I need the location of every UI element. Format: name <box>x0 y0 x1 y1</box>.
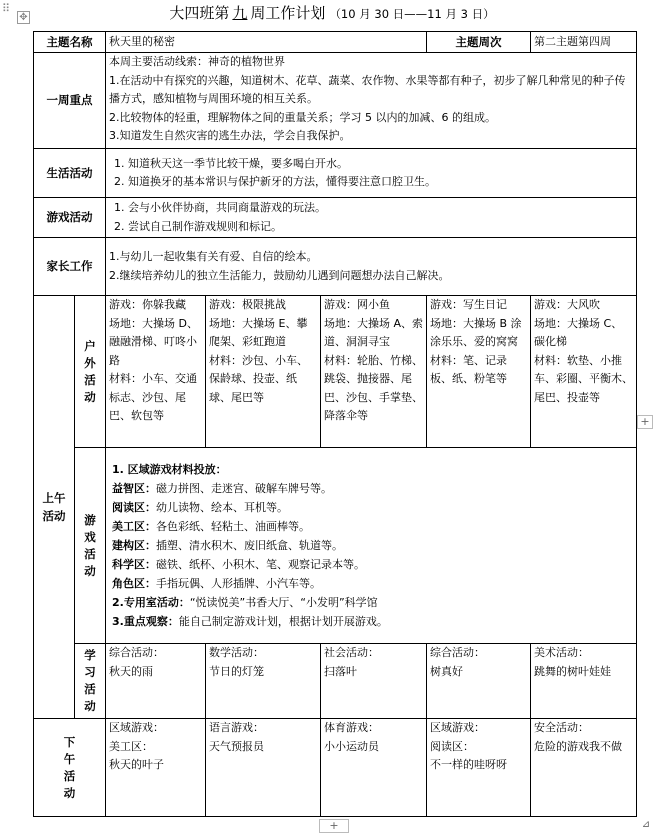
outdoor-row <box>34 296 637 448</box>
study-cell[interactable]: 美术活动： 跳舞的树叶娃娃 <box>531 644 637 719</box>
area-text: 磁力拼图、走迷宫、破解车牌号等。 <box>156 482 332 495</box>
afternoon-label-text: 下午活动 <box>63 734 76 800</box>
study-label-text: 学习活动 <box>84 648 96 713</box>
life-line: 1. 知道秋天这一季节比较干燥，要多喝白开水。 <box>114 156 348 170</box>
afternoon-cell[interactable]: 体育游戏： 小小运动员 <box>321 719 427 817</box>
afternoon-row <box>34 719 637 817</box>
area-name: 建构区： <box>112 539 156 552</box>
outdoor-label-text: 户外活动 <box>84 338 96 404</box>
add-column-icon[interactable]: + <box>637 415 653 429</box>
focus-line: 1.在活动中有探究的兴趣，知道树木、花草、蔬菜、农作物、水果等都有种子，初步了解几种常见的种子传播方式，感知植物与周围环境的相互关系。 <box>109 73 626 105</box>
morning-label <box>34 296 75 719</box>
life-label: 生活活动 <box>34 149 106 198</box>
area-text: 各色彩纸、轻粘土、油画棒等。 <box>156 520 310 533</box>
drag-dots-icon[interactable]: ⠿ <box>2 2 11 15</box>
play-label <box>75 448 106 644</box>
add-row-icon[interactable]: + <box>319 819 349 833</box>
focus-label: 一周重点 <box>34 53 106 149</box>
area-name: 角色区： <box>112 577 156 590</box>
outdoor-cell[interactable]: 游戏：写生日记 场地：大操场 B 涂涂乐乐、爱的窝窝 材料：笔、记录板、纸、粉笔等 <box>427 296 531 448</box>
weekly-plan-table <box>33 31 637 817</box>
title-suffix: 周工作计划 <box>250 4 326 22</box>
area-text: 磁铁、纸杯、小积木、笔、观察记录本等。 <box>156 558 365 571</box>
study-cell[interactable]: 综合活动： 秋天的雨 <box>106 644 206 719</box>
area-text: 幼儿读物、绘本、耳机等。 <box>156 501 288 514</box>
game-content[interactable] <box>106 198 637 238</box>
study-cell[interactable]: 数学活动： 节日的灯笼 <box>206 644 321 719</box>
life-row <box>34 149 637 198</box>
life-content[interactable] <box>106 149 637 198</box>
resize-handle-icon[interactable]: ⊿ <box>641 819 651 830</box>
focus-line: 2.比较物体的轻重，理解物体之间的重量关系；学习 5 以内的加减、6 的组成。 <box>109 110 496 124</box>
play-heading: 1. 区域游戏材料投放： <box>112 463 227 476</box>
observe-label: 3.重点观察： <box>112 615 179 628</box>
parent-row <box>34 238 637 296</box>
afternoon-label <box>34 719 106 817</box>
theme-value[interactable]: 秋天里的秘密 <box>106 32 427 53</box>
outdoor-label <box>75 296 106 448</box>
study-cell[interactable]: 综合活动： 树真好 <box>427 644 531 719</box>
afternoon-cell[interactable]: 安全活动： 危险的游戏我不做 <box>531 719 637 817</box>
morning-label-text: 上午活动 <box>42 490 66 523</box>
area-name: 科学区： <box>112 558 156 571</box>
focus-content[interactable] <box>106 53 637 149</box>
game-line: 2. 尝试自己制作游戏规则和标记。 <box>114 219 282 233</box>
page-title <box>0 2 664 23</box>
game-row <box>34 198 637 238</box>
afternoon-cell[interactable]: 区域游戏： 阅读区： 不一样的哇呀呀 <box>427 719 531 817</box>
theme-label: 主题名称 <box>34 32 106 53</box>
observe-text: 能自己制定游戏计划，根据计划开展游戏。 <box>178 615 388 628</box>
title-date-range: （10 月 30 日——11 月 3 日） <box>329 7 495 21</box>
game-label: 游戏活动 <box>34 198 106 238</box>
header-row <box>34 32 637 53</box>
area-name: 益智区： <box>112 482 156 495</box>
room-label: 2.专用室活动： <box>112 596 190 609</box>
study-row <box>34 644 637 719</box>
play-row <box>34 448 637 644</box>
game-line: 1. 会与小伙伴协商，共同商量游戏的玩法。 <box>114 201 326 214</box>
focus-row <box>34 53 637 149</box>
study-label <box>75 644 106 719</box>
parent-content[interactable] <box>106 238 637 296</box>
outdoor-cell[interactable]: 游戏：极限挑战 场地：大操场 E、攀爬架、彩虹跑道 材料：沙包、小车、保龄球、投壶、纸球、尾巴等 <box>206 296 321 448</box>
play-label-text: 游戏活动 <box>84 512 96 578</box>
title-week-number: 九 <box>232 4 248 22</box>
parent-line: 2.继续培养幼儿的独立生活能力，鼓励幼儿遇到问题想办法自己解决。 <box>109 268 450 282</box>
afternoon-cell[interactable]: 语言游戏： 天气预报员 <box>206 719 321 817</box>
focus-line: 本周主要活动线索：神奇的植物世界 <box>109 55 285 68</box>
room-text: “悦读悦美”书香大厅、“小发明”科学馆 <box>189 596 378 609</box>
week-label: 主题周次 <box>427 32 531 53</box>
title-main: 大四班第 <box>169 4 230 22</box>
outdoor-cell[interactable]: 游戏：网小鱼 场地：大操场 A、索道、洞洞寻宝 材料：轮胎、竹梯、跳袋、抛接器、尾巴、沙包、手掌垫、降落伞等 <box>321 296 427 448</box>
study-cell[interactable]: 社会活动： 扫落叶 <box>321 644 427 719</box>
area-text: 插塑、清水积木、废旧纸盒、轨道等。 <box>156 539 343 552</box>
parent-label: 家长工作 <box>34 238 106 296</box>
outdoor-cell[interactable]: 游戏：大风吹 场地：大操场 C、碳化梯 材料：软垫、小推车、彩圈、平衡木、尾巴、投壶等 <box>531 296 637 448</box>
table-move-handle-icon[interactable]: ✥ <box>17 11 30 24</box>
outdoor-cell[interactable]: 游戏：你躲我藏 场地：大操场 D、融融滑梯、叮咚小路 材料：小车、交通标志、沙包、尾巴、软包等 <box>106 296 206 448</box>
afternoon-cell[interactable]: 区域游戏： 美工区： 秋天的叶子 <box>106 719 206 817</box>
area-name: 美工区： <box>112 520 156 533</box>
area-name: 阅读区： <box>112 501 156 514</box>
life-line: 2. 知道换牙的基本常识与保护新牙的方法，懂得要注意口腔卫生。 <box>114 175 436 188</box>
focus-line: 3.知道发生自然灾害的逃生办法，学会自我保护。 <box>109 129 351 142</box>
week-value[interactable]: 第二主题第四周 <box>531 32 637 53</box>
play-content[interactable] <box>106 448 637 644</box>
parent-line: 1.与幼儿一起收集有关有爱、自信的绘本。 <box>109 250 318 263</box>
area-text: 手指玩偶、人形插牌、小汽车等。 <box>156 577 321 590</box>
